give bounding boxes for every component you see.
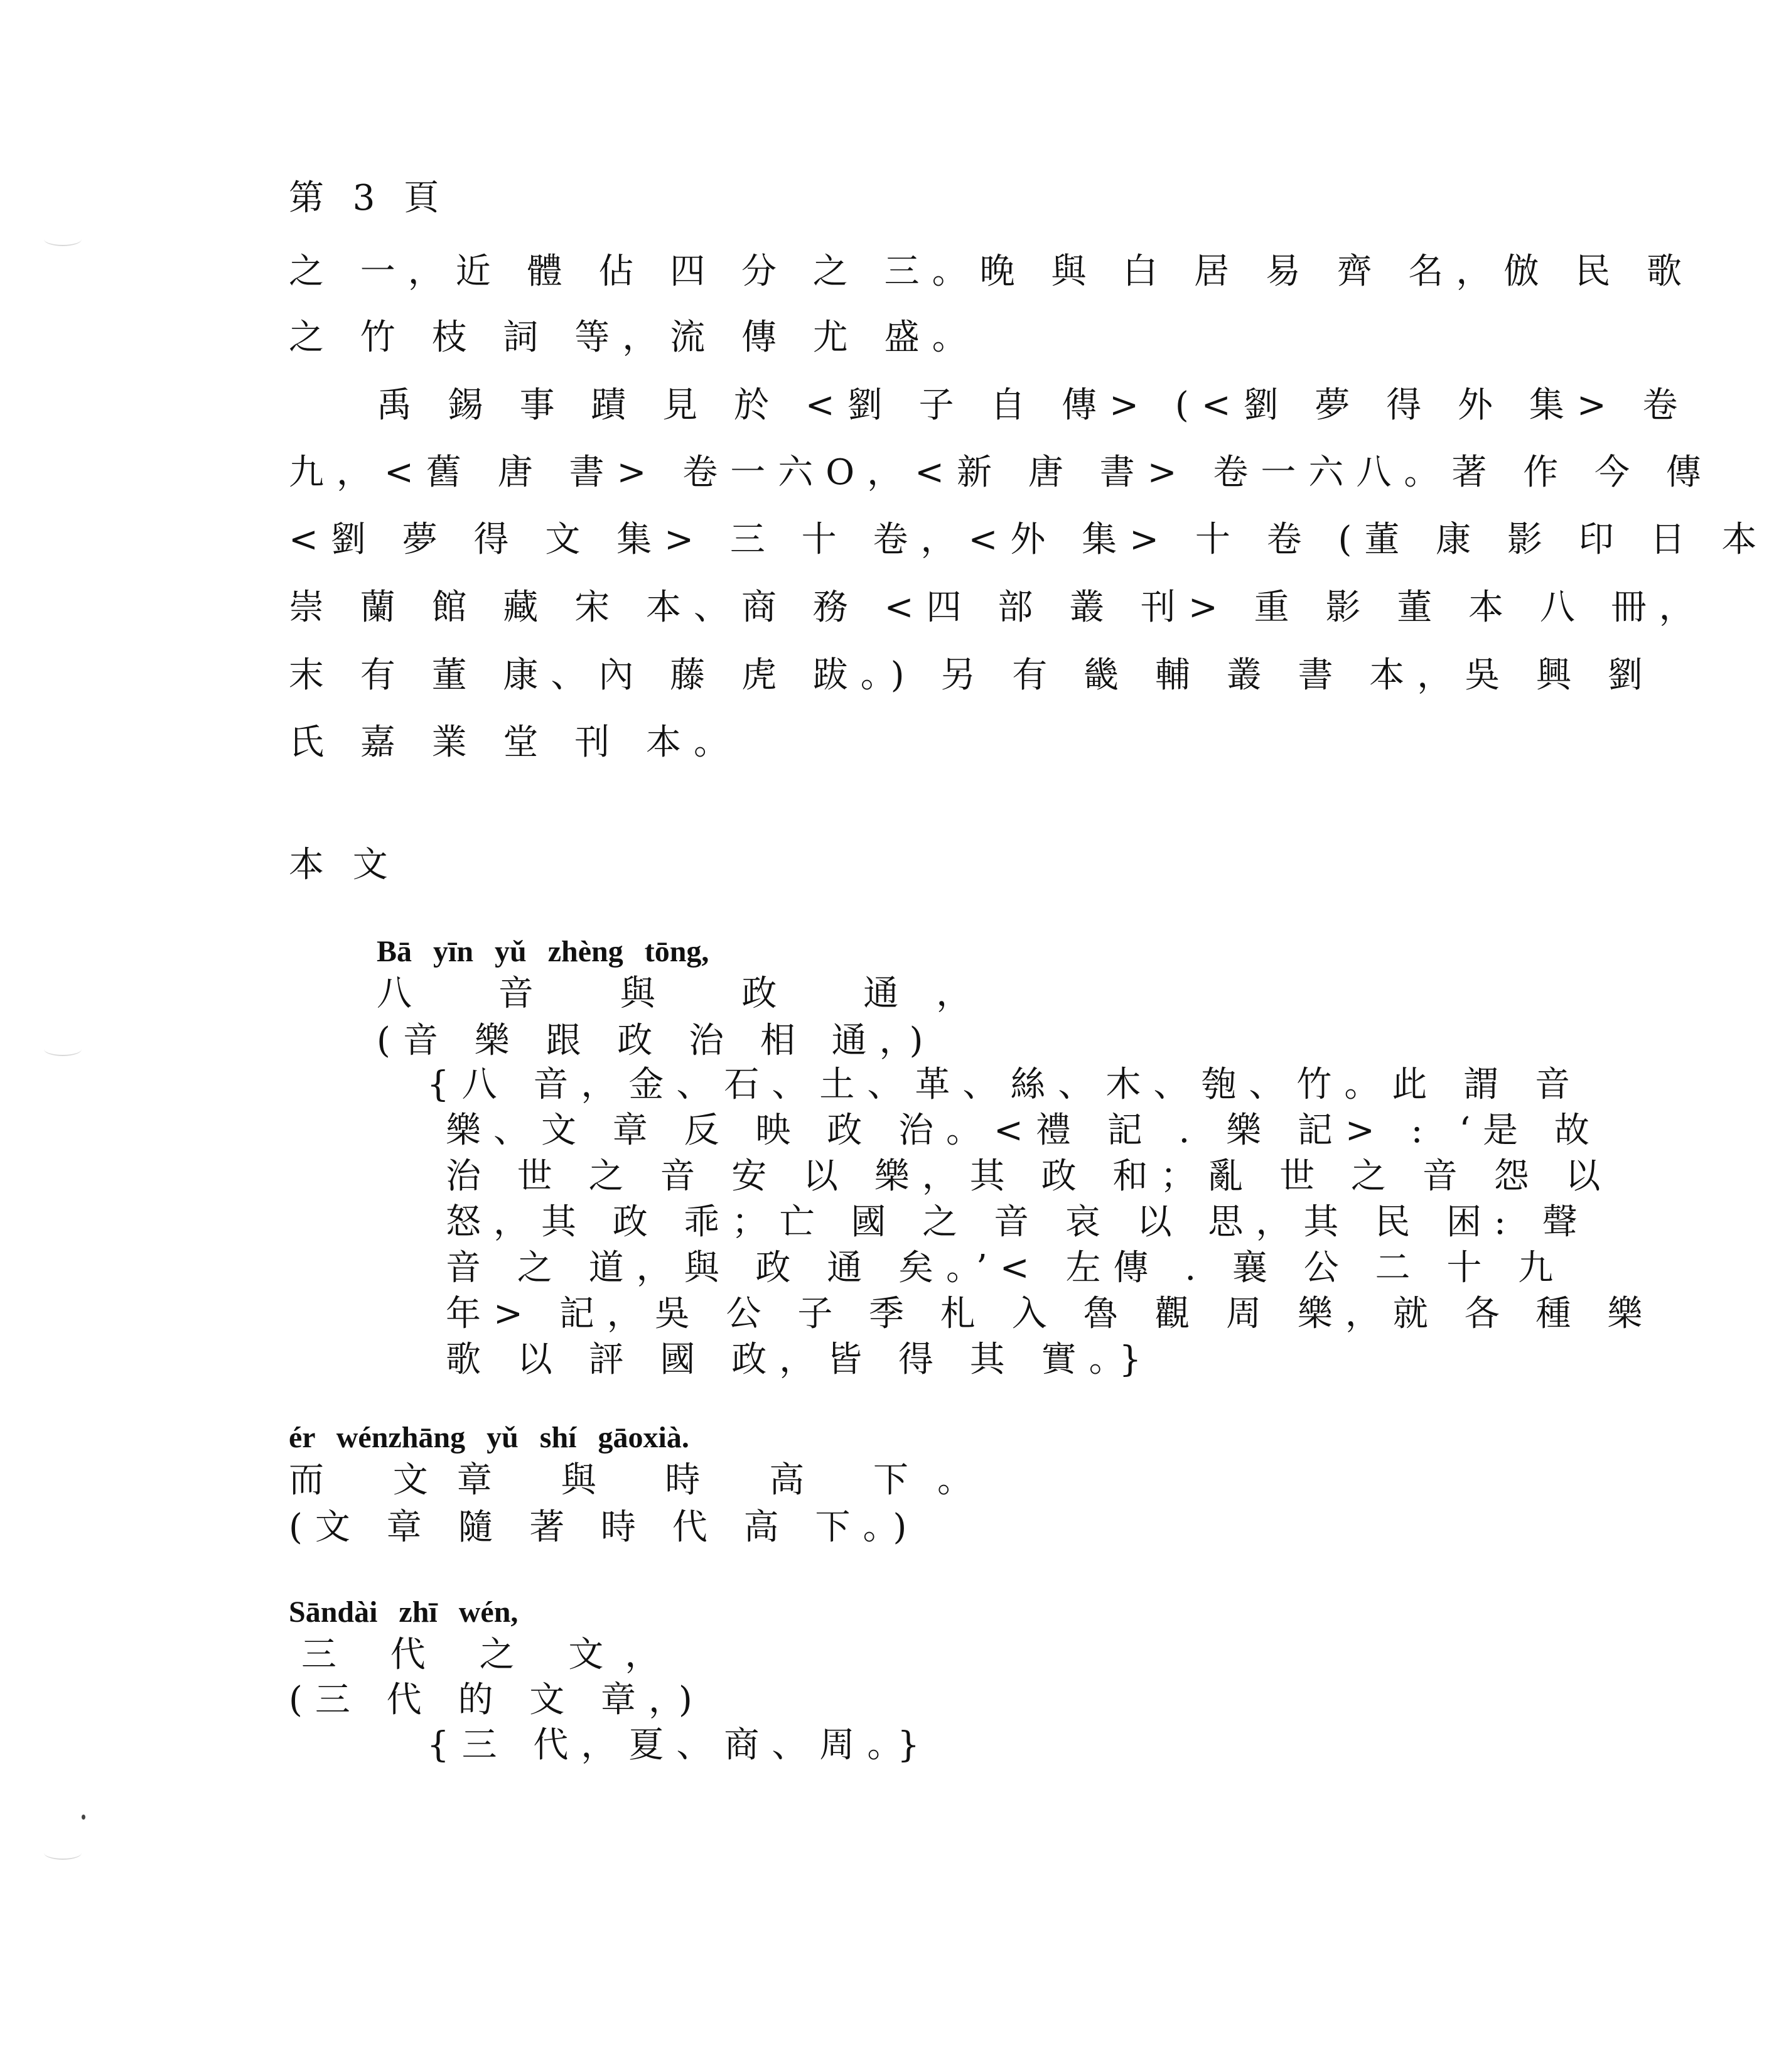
intro-line: 之 竹 枝 詞 等，流 傳 尤 盛。 bbox=[289, 317, 980, 358]
translation-line: (音 樂 跟 政 治 相 通，) bbox=[377, 1020, 936, 1061]
bio-line: 崇 蘭 館 藏 宋 本、商 務 <四 部 叢 刊> 重 影 董 本 八 冊， bbox=[289, 587, 1707, 628]
bio-line: <劉 夢 得 文 集> 三 十 卷，<外 集> 十 卷 (董 康 影 印 日 本 bbox=[289, 519, 1769, 560]
intro-line: 之 一，近 體 佔 四 分 之 三。晚 與 白 居 易 齊 名，倣 民 歌 bbox=[289, 251, 1695, 292]
pinyin-line: Bā yīn yǔ zhèng tōng, bbox=[377, 935, 709, 968]
scan-speck bbox=[82, 1815, 85, 1820]
bio-line: 氏 嘉 業 堂 刊 本。 bbox=[289, 722, 742, 763]
translation-line: (文 章 隨 著 時 代 高 下。) bbox=[289, 1507, 920, 1548]
punch-hole-mark bbox=[44, 1846, 82, 1860]
section-title: 本 文 bbox=[289, 844, 397, 885]
punch-hole-mark bbox=[44, 232, 82, 246]
pinyin-line: Sāndài zhī wén, bbox=[289, 1595, 519, 1629]
annotation-line: 歌 以 評 國 政，皆 得 其 實。} bbox=[446, 1339, 1154, 1380]
bio-line: 九，<舊 唐 書> 卷一六O，<新 唐 書> 卷一六八。著 作 今 傳 bbox=[289, 452, 1714, 493]
annotation-line: {三 代，夏、商、周。} bbox=[427, 1725, 933, 1766]
translation-line: (三 代 的 文 章，) bbox=[289, 1680, 705, 1720]
bio-line: 禹 錫 事 蹟 見 於 <劉 子 自 傳> (<劉 夢 得 外 集> 卷 bbox=[377, 385, 1691, 426]
punch-hole-mark bbox=[44, 1042, 82, 1056]
pinyin-line: ér wénzhāng yǔ shí gāoxià. bbox=[289, 1421, 689, 1454]
annotation-line: 音 之 道，與 政 通 矣。’< 左傳 . 襄 公 二 十 九 bbox=[446, 1248, 1566, 1288]
annotation-line: 怒，其 政 乖；亡 國 之 音 哀 以 思，其 民 困: 聲 bbox=[446, 1202, 1590, 1243]
chinese-text-line: 而 文章 與 時 高 下。 bbox=[289, 1460, 1002, 1501]
annotation-line: 治 世 之 音 安 以 樂，其 政 和；亂 世 之 音 怨 以 bbox=[446, 1156, 1613, 1197]
annotation-line: 年> 記，吳 公 子 季 札 入 魯 觀 周 樂，就 各 種 樂 bbox=[446, 1293, 1655, 1334]
bio-line: 末 有 董 康、內 藤 虎 跋。) 另 有 畿 輔 叢 書 本，吳 興 劉 bbox=[289, 655, 1655, 696]
chinese-text-line: 三 代 之 文， bbox=[301, 1634, 682, 1675]
annotation-line: {八 音，金、石、土、革、絲、木、匏、竹。此 謂 音 bbox=[427, 1064, 1583, 1105]
page-header: 第 3 頁 bbox=[289, 178, 448, 219]
chinese-text-line: 八 音 與 政 通， bbox=[377, 973, 1009, 1014]
annotation-line: 樂、文 章 反 映 政 治。<禮 記 . 樂 記> : ‘是 故 bbox=[446, 1110, 1602, 1151]
